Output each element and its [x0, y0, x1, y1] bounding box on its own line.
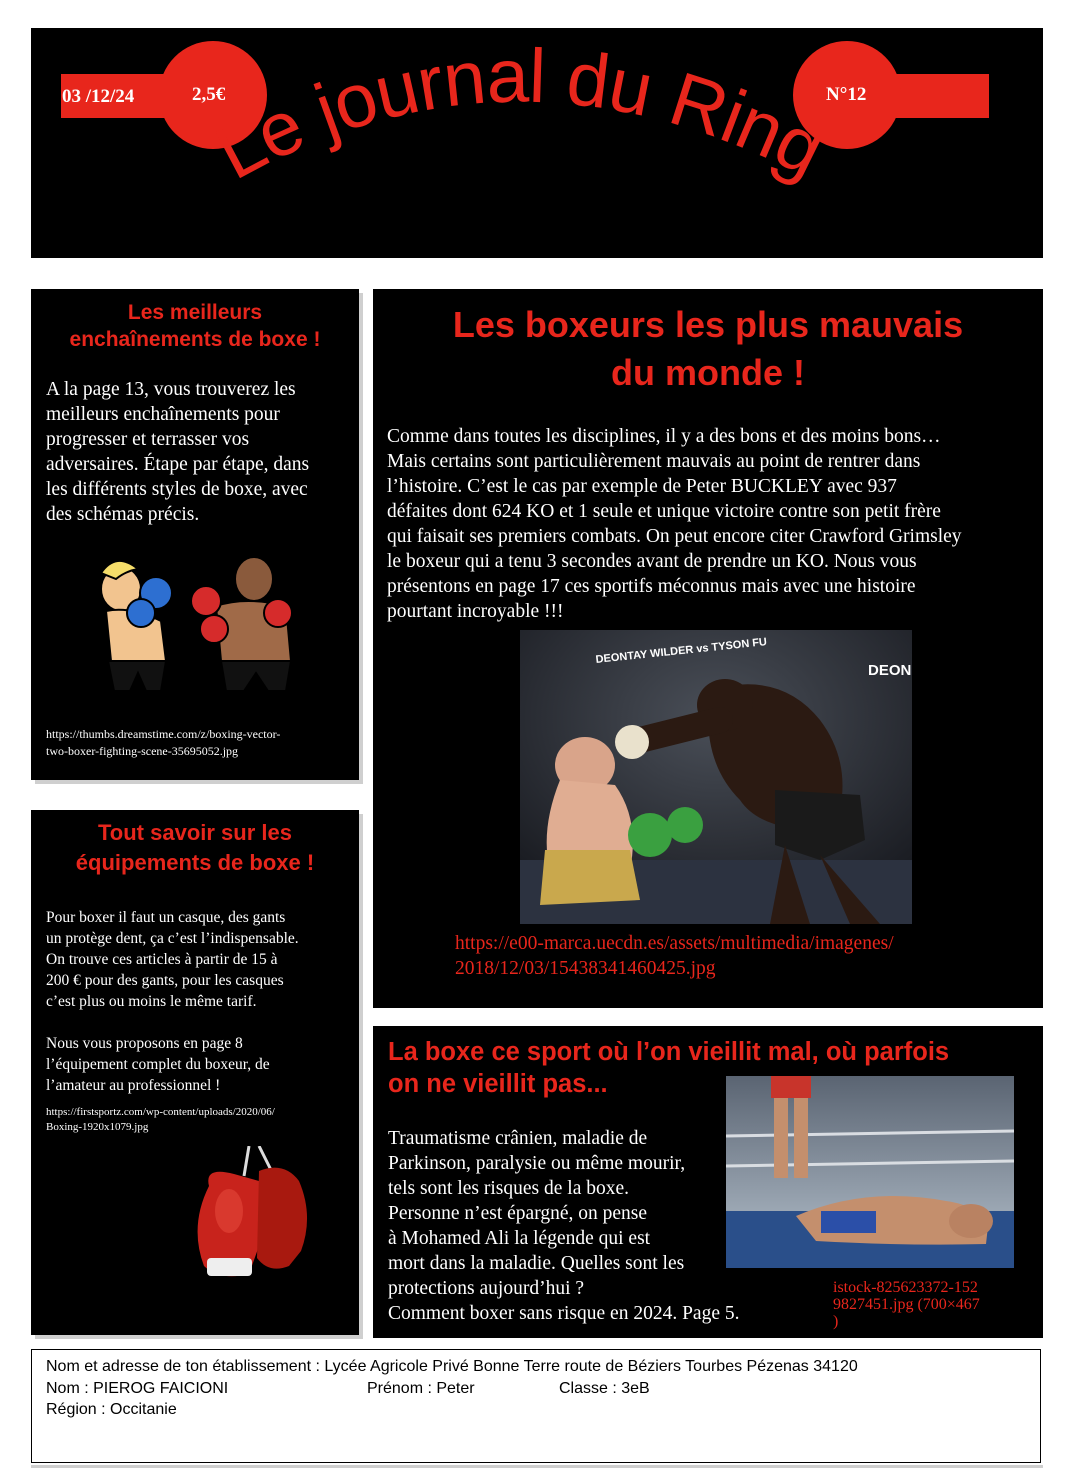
article-worst-boxers	[373, 289, 1043, 1008]
article-title: Tout savoir sur les équipements de boxe !	[75, 820, 315, 875]
price: 2,5€	[192, 84, 226, 105]
boxers-illustration	[86, 551, 316, 701]
boxing-gloves-image	[189, 1146, 319, 1286]
image-credit: istock-825623372-152 9827451.jpg (700×467 )	[833, 1279, 980, 1330]
article-body-continued: Nous vous proposons en page 8 l’équipement complet du boxeur, de l’amateur au professionnel !	[46, 1035, 270, 1094]
article-title: La boxe ce sport où l’on vieillit mal, où parfois on ne vieillit pas...	[388, 1038, 950, 1098]
knockout-photo	[520, 630, 912, 924]
article-title: Les boxeurs les plus mauvais du monde !	[452, 304, 964, 393]
image-credit: https://thumbs.dreamstime.com/z/boxing-vector- two-boxer-fighting-scene-35695052.jpg	[46, 727, 281, 758]
svg-text:DEONTAY WILDER vs TYSON FU: DEONTAY WILDER vs TYSON FU	[595, 636, 768, 666]
ko-boxer-photo	[726, 1076, 1014, 1268]
image-credit: https://e00-marca.uecdn.es/assets/multimedia/imagenes/ 2018/12/03/15438341460425.jpg	[455, 933, 894, 979]
article-combos	[31, 289, 359, 780]
article-body: Traumatisme crânien, maladie de Parkinson, paralysie ou même mourir, tels sont les risques de la boxe. Personne n’est épargné, on pense à Mohamed Ali la légende qui est mort dans la maladie. Quelles sont les protections aujourd’hui ? Comment boxer sans risque en 2024. Page 5.	[388, 1128, 740, 1324]
article-equipment	[31, 810, 359, 1335]
student-info-box	[31, 1349, 1041, 1463]
masthead-title	[31, 28, 1043, 258]
journal-title: Le journal du Ring	[202, 33, 837, 197]
school-address: Nom et adresse de ton établissement : Lycée Agricole Privé Bonne Terre route de Béziers Tourbes Pézenas 34120	[46, 1358, 858, 1375]
student-region: Région : Occitanie	[46, 1401, 177, 1418]
svg-text:Le journal du Ring	[203, 33, 837, 196]
student-firstname: Prénom : Peter	[367, 1380, 475, 1397]
article-body: Pour boxer il faut un casque, des gants un protège dent, ça c’est l’indispensable. On trouve ces articles à partir de 15 à 200 € pour des gants, pour les casques c’est plus ou moins le même tarif.	[46, 909, 299, 1010]
student-name: Nom : PIEROG FAICIONI	[46, 1380, 229, 1397]
svg-text:DEON: DEON	[868, 662, 912, 679]
article-body: A la page 13, vous trouverez les meilleurs enchaînements pour progresser et terrasser vos adversaires. Étape par étape, dans les différents styles de boxe, avec des schémas précis.	[46, 379, 310, 525]
issue-date: 03 /12/24	[62, 86, 135, 107]
issue-number: N°12	[826, 84, 867, 105]
article-title: Les meilleurs enchaînements de boxe !	[69, 301, 321, 351]
article-body: Comme dans toutes les disciplines, il y a des bons et des moins bons… Mais certains sont particulièrement mauvais au point de rentrer dans l’histoire. C’est le cas par exemple de Peter BUCKLEY avec 937 défaites dont 624 KO et 1 seule et unique victoire contre son petit frère qui faisait ses premiers combats. On peut encore citer Crawford Grimsley le boxeur qui a tenu 3 secondes avant de prendre un KO. Nous vous présentons en page 17 ces sportifs méconnus mais avec une histoire pourtant incroyable !!!	[387, 426, 962, 622]
masthead	[31, 28, 1043, 258]
article-aging	[373, 1026, 1043, 1338]
image-credit: https://firstsportz.com/wp-content/uploads/2020/06/ Boxing-1920x1079.jpg	[46, 1106, 275, 1133]
student-class: Classe : 3eB	[559, 1380, 650, 1397]
